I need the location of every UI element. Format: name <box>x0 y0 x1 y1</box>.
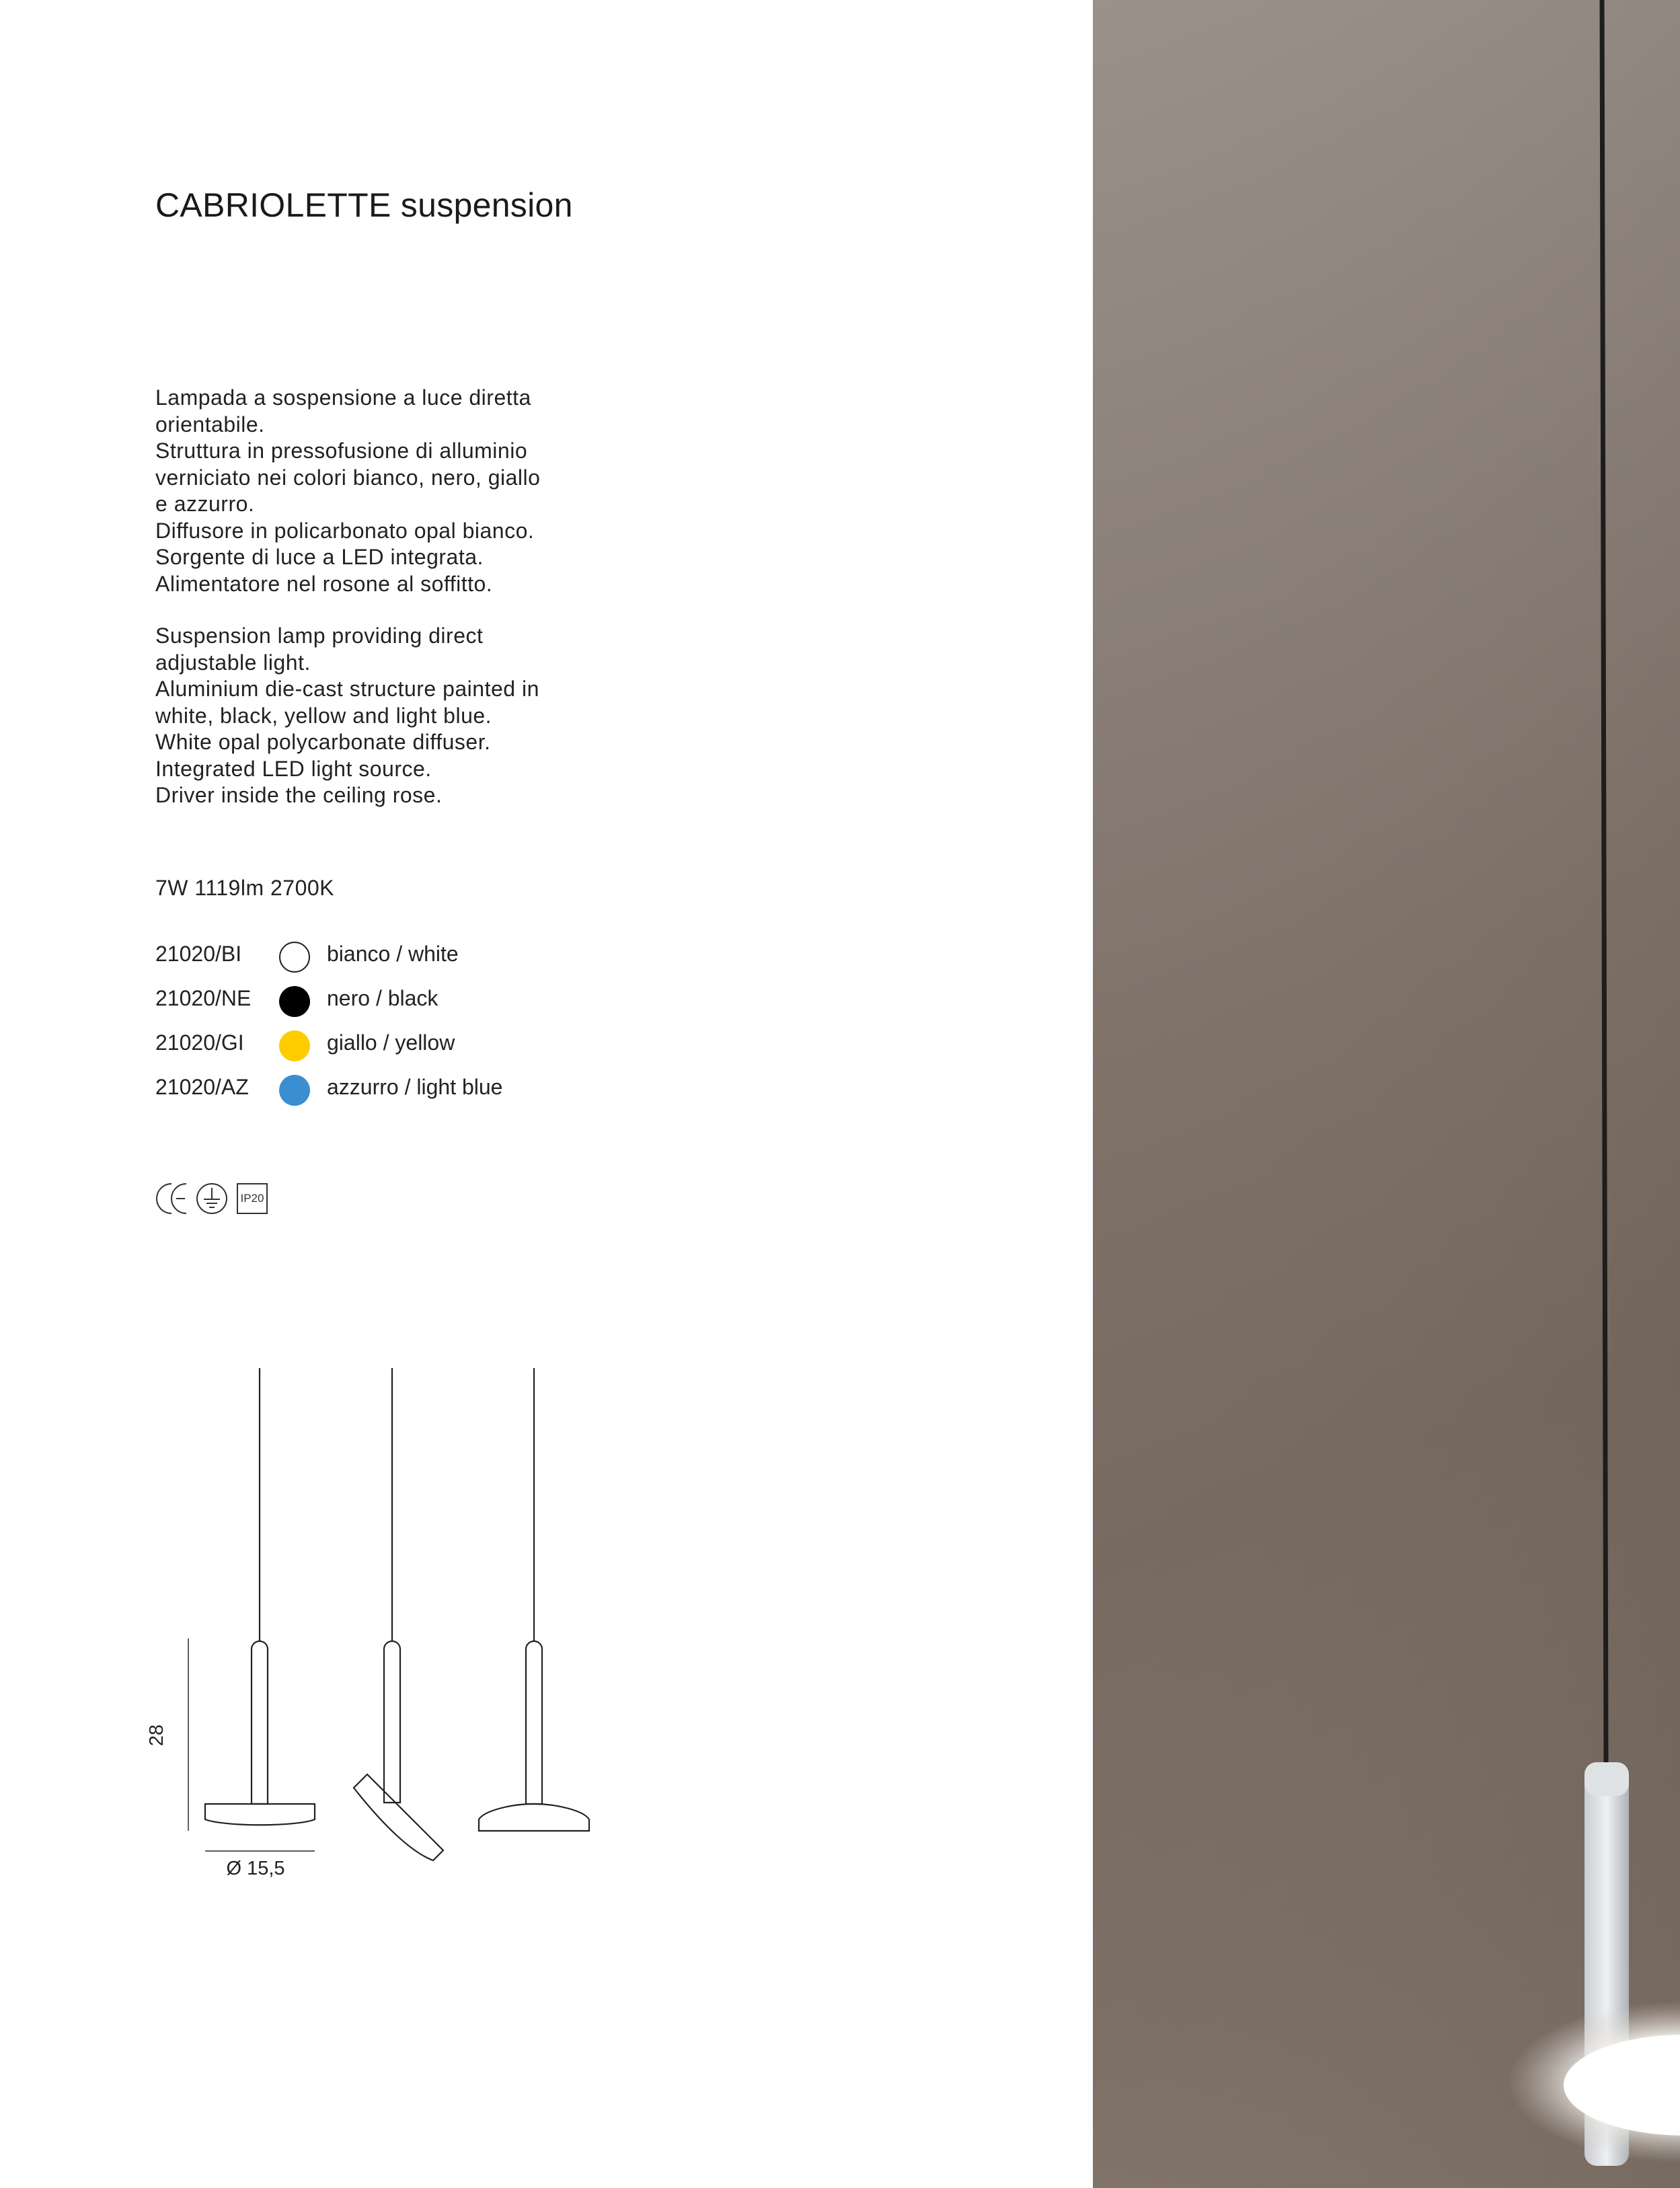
variant-code: 21020/BI <box>155 942 242 966</box>
ce-mark-icon <box>157 1184 186 1213</box>
product-title: CABRIOLETTE suspension <box>155 186 573 224</box>
technical-spec: 7W 1119lm 2700K <box>155 876 335 900</box>
description-english <box>155 623 599 809</box>
color-swatch-white <box>279 942 310 973</box>
color-swatch-black <box>279 986 310 1017</box>
variant-row <box>155 983 626 1028</box>
description-line: Diffusore in policarbonato opal bianco. <box>155 518 535 543</box>
variant-label: giallo / yellow <box>327 1030 455 1055</box>
color-swatch-yellow <box>279 1030 310 1061</box>
height-dimension-label: 28 <box>146 1724 167 1747</box>
variant-label: bianco / white <box>327 942 459 966</box>
description-line: Alimentatore nel rosone al soffitto. <box>155 571 493 596</box>
description-line: Aluminium die-cast structure painted in <box>155 677 539 701</box>
lamp-stem-cap <box>1584 1762 1629 1796</box>
variant-code: 21020/GI <box>155 1030 244 1055</box>
color-variants <box>155 939 626 1117</box>
technical-drawing <box>135 1359 605 1897</box>
description-line: verniciato nei colori bianco, nero, giallo <box>155 465 541 490</box>
lamp-drawing-side <box>479 1368 589 1831</box>
description-line: Driver inside the ceiling rose. <box>155 783 443 807</box>
description-line: e azzurro. <box>155 492 255 516</box>
description-italian <box>155 385 599 597</box>
earth-ground-icon <box>197 1184 227 1213</box>
description-line: Integrated LED light source. <box>155 756 432 781</box>
color-swatch-light-blue <box>279 1075 310 1106</box>
description-line: Sorgente di luce a LED integrata. <box>155 545 484 569</box>
variant-code: 21020/AZ <box>155 1075 249 1099</box>
lamp-drawing-tilted <box>354 1368 443 1860</box>
variant-row <box>155 939 626 983</box>
description-line: Lampada a sospensione a luce diretta <box>155 385 531 410</box>
variant-label: nero / black <box>327 986 438 1010</box>
product-photo-illustration <box>1093 0 1680 2188</box>
variant-row <box>155 1028 626 1072</box>
product-photo <box>1093 0 1680 2188</box>
ip-rating-icon <box>237 1184 267 1213</box>
description-line: adjustable light. <box>155 650 311 675</box>
description-line: White opal polycarbonate diffuser. <box>155 730 491 754</box>
variant-code: 21020/NE <box>155 986 252 1010</box>
description-line: orientabile. <box>155 412 265 437</box>
description-line: Struttura in pressofusione di alluminio <box>155 439 528 463</box>
variant-row <box>155 1072 626 1117</box>
variant-label: azzurro / light blue <box>327 1075 503 1099</box>
ip-rating-label: IP20 <box>240 1192 264 1205</box>
lamp-drawing-front <box>205 1368 315 1825</box>
description-line: white, black, yellow and light blue. <box>155 703 492 728</box>
certification-icons <box>155 1181 270 1216</box>
description-line: Suspension lamp providing direct <box>155 624 484 648</box>
diameter-dimension-label: Ø 15,5 <box>226 1858 285 1879</box>
